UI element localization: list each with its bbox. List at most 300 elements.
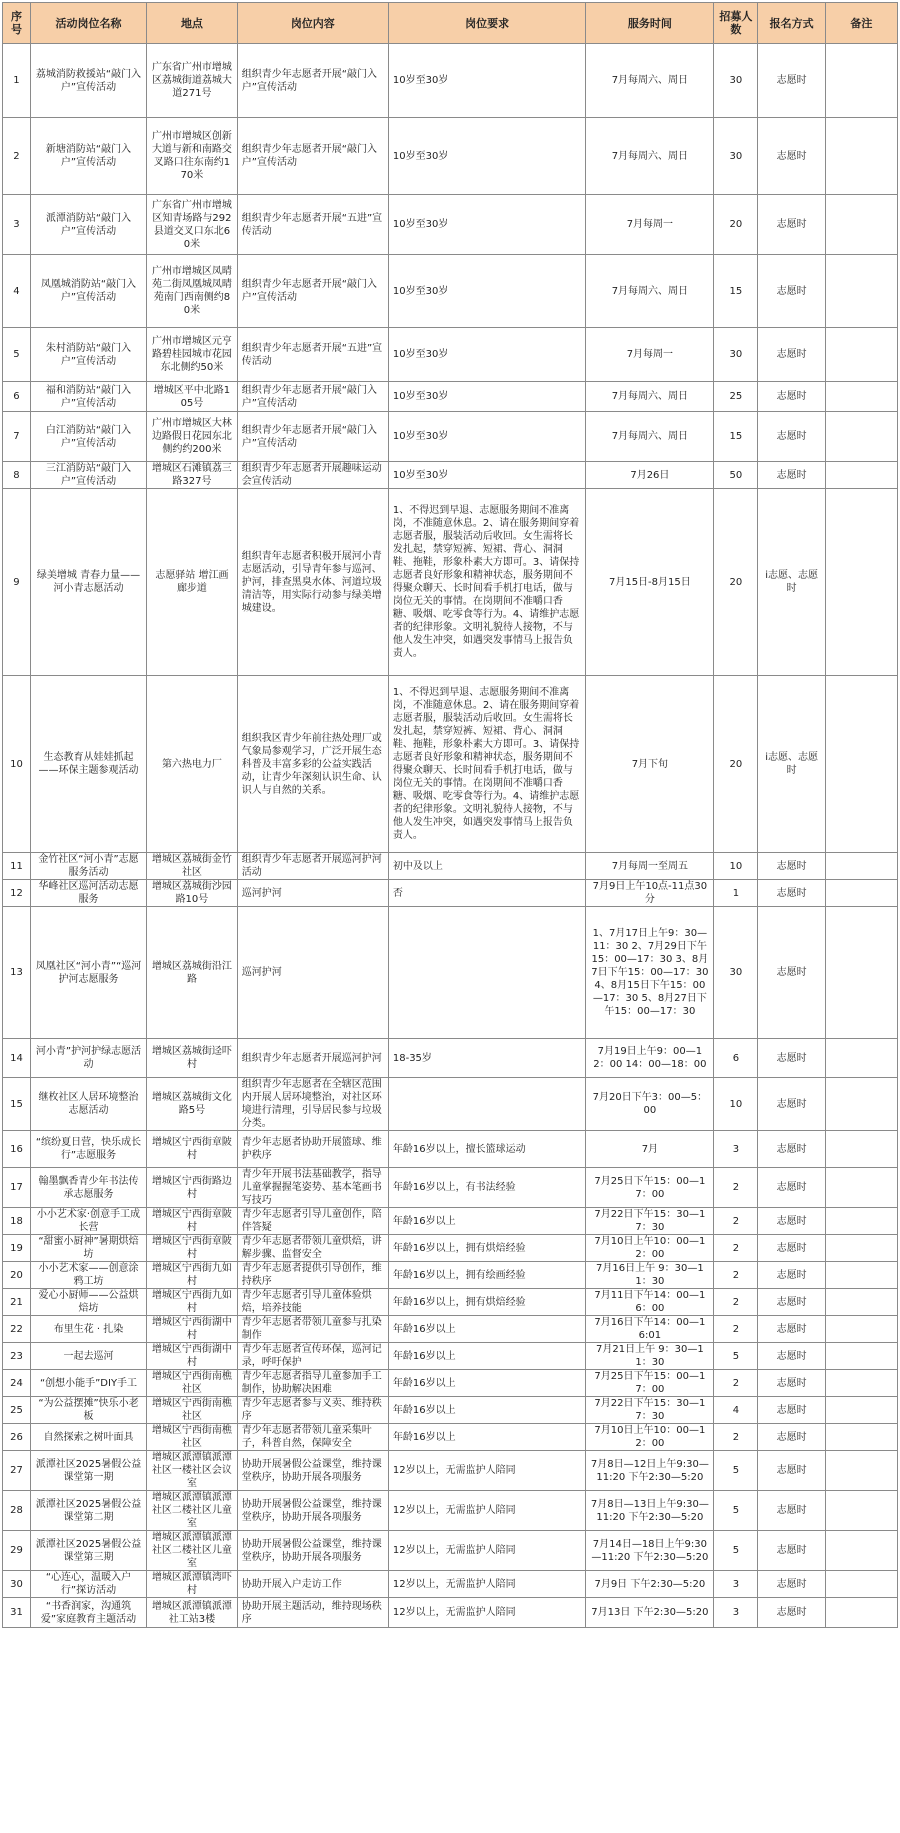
cell-time: 7月每周六、周日 xyxy=(586,382,714,412)
cell-signup: 志愿时 xyxy=(758,1289,825,1316)
cell-recruit: 5 xyxy=(714,1491,758,1531)
cell-content: 组织青少年志愿者开展趣味运动会宣传活动 xyxy=(237,462,388,489)
cell-signup: 志愿时 xyxy=(758,1039,825,1078)
cell-no: 2 xyxy=(3,118,31,195)
cell-signup: 志愿时 xyxy=(758,1531,825,1571)
cell-recruit: 5 xyxy=(714,1343,758,1370)
cell-content: 协助开展主题活动，维持现场秩序 xyxy=(237,1598,388,1628)
cell-location: 增城区宁西街章陂村 xyxy=(147,1131,238,1168)
cell-recruit: 1 xyxy=(714,880,758,907)
table-row xyxy=(3,1598,898,1628)
table-row xyxy=(3,1571,898,1598)
cell-name: 凤凰城消防站“敲门入户”宣传活动 xyxy=(30,255,146,328)
cell-recruit: 10 xyxy=(714,853,758,880)
cell-recruit: 2 xyxy=(714,1370,758,1397)
cell-content: 组织青少年志愿者开展“敲门入户”宣传活动 xyxy=(237,44,388,118)
cell-no: 8 xyxy=(3,462,31,489)
cell-name: “缤纷夏日营，快乐成长行”志愿服务 xyxy=(30,1131,146,1168)
cell-recruit: 10 xyxy=(714,1078,758,1131)
cell-time: 7月9日 下午2:30—5:20 xyxy=(586,1571,714,1598)
cell-requirement: 12岁以上，无需监护人陪同 xyxy=(388,1571,586,1598)
cell-time: 7月21日上午 9：30—11：30 xyxy=(586,1343,714,1370)
table-row xyxy=(3,489,898,676)
header-requirement: 岗位要求 xyxy=(388,3,586,44)
cell-note xyxy=(825,1039,897,1078)
cell-requirement: 年龄16岁以上 xyxy=(388,1343,586,1370)
cell-location: 增城区平中北路105号 xyxy=(147,382,238,412)
cell-content: 组织青少年志愿者开展“敲门入户”宣传活动 xyxy=(237,255,388,328)
cell-name: 华峰社区巡河活动志愿服务 xyxy=(30,880,146,907)
cell-content: 青少年志愿者参与义卖、维持秩序 xyxy=(237,1397,388,1424)
cell-requirement: 1、不得迟到早退、志愿服务期间不准离岗，不准随意休息。2、请在服务期间穿着志愿者服，服装活动后收回。女生需将长发扎起，禁穿短裤、短裙、背心、洞洞鞋、拖鞋，形象朴素大方即可。3、请保持志愿者良好形象和精神状态，服务期间不得聚众聊天、长时间看手机打电话，做与岗位无关的事情。在岗期间不准嚼口香糖、吸烟、吃零食等行为。4、请维护志愿者的纪律形象。文明礼貌待人接物，不与他人发生冲突，如遇突发事情马上报告负责人。 xyxy=(388,489,586,676)
cell-recruit: 2 xyxy=(714,1208,758,1235)
cell-note xyxy=(825,1316,897,1343)
cell-time: 7月16日上午 9：30—11：30 xyxy=(586,1262,714,1289)
cell-content: 组织青少年志愿者开展“敲门入户”宣传活动 xyxy=(237,412,388,462)
cell-signup: 志愿时 xyxy=(758,195,825,255)
table-row xyxy=(3,382,898,412)
cell-content: 巡河护河 xyxy=(237,880,388,907)
cell-signup: 志愿时 xyxy=(758,1078,825,1131)
cell-name: 生态教育从娃娃抓起——环保主题参观活动 xyxy=(30,676,146,853)
cell-location: 增城区宁西街湖中村 xyxy=(147,1343,238,1370)
table-row xyxy=(3,1491,898,1531)
cell-content: 组织青少年志愿者开展巡河护河 xyxy=(237,1039,388,1078)
cell-recruit: 30 xyxy=(714,907,758,1039)
cell-recruit: 2 xyxy=(714,1289,758,1316)
cell-name: 小小艺术家·创意手工成长营 xyxy=(30,1208,146,1235)
cell-time: 7月每周六、周日 xyxy=(586,118,714,195)
cell-time: 7月26日 xyxy=(586,462,714,489)
cell-no: 27 xyxy=(3,1451,31,1491)
cell-requirement: 年龄16岁以上，拥有绘画经验 xyxy=(388,1262,586,1289)
cell-no: 10 xyxy=(3,676,31,853)
cell-location: 增城区宁西街九如村 xyxy=(147,1289,238,1316)
cell-requirement: 年龄16岁以上，拥有烘焙经验 xyxy=(388,1235,586,1262)
cell-signup: 志愿时 xyxy=(758,1235,825,1262)
cell-location: 广州市增城区创新大道与新和南路交叉路口往东南约170米 xyxy=(147,118,238,195)
cell-location: 广州市增城区元亨路碧桂园城市花园东北侧约50米 xyxy=(147,328,238,382)
cell-content: 组织青少年志愿者在全辖区范围内开展人居环境整治，对社区环境进行清理，引导居民参与垃圾分类。 xyxy=(237,1078,388,1131)
cell-no: 4 xyxy=(3,255,31,328)
cell-time: 7月20日下午3：00—5：00 xyxy=(586,1078,714,1131)
table-row xyxy=(3,1370,898,1397)
cell-location: 增城区派潭镇派潭社区二楼社区儿童室 xyxy=(147,1531,238,1571)
table-row xyxy=(3,255,898,328)
cell-note xyxy=(825,1078,897,1131)
cell-location: 增城区宁西街南樵社区 xyxy=(147,1370,238,1397)
cell-note xyxy=(825,1208,897,1235)
cell-content: 组织我区青少年前往热处理厂或气象局参观学习，广泛开展生态科普及丰富多彩的公益实践活动，让青少年深刻认识生命、认识人与自然的关系。 xyxy=(237,676,388,853)
cell-location: 广东省广州市增城区荔城街道荔城大道271号 xyxy=(147,44,238,118)
cell-location: 广州市增城区大林边路假日花园东北侧约约200米 xyxy=(147,412,238,462)
cell-name: 小小艺术家——创意涂鸦工坊 xyxy=(30,1262,146,1289)
cell-time: 7月11日下午14：00—16：00 xyxy=(586,1289,714,1316)
cell-signup: 志愿时 xyxy=(758,1571,825,1598)
cell-name: 派潭消防站“敲门入户”宣传活动 xyxy=(30,195,146,255)
cell-location: 增城区派潭镇湾吓村 xyxy=(147,1571,238,1598)
cell-signup: 志愿时 xyxy=(758,118,825,195)
header-location: 地点 xyxy=(147,3,238,44)
cell-note xyxy=(825,1262,897,1289)
table-row xyxy=(3,1208,898,1235)
cell-recruit: 15 xyxy=(714,412,758,462)
cell-content: 青少年志愿者带领儿童参与扎染制作 xyxy=(237,1316,388,1343)
cell-recruit: 30 xyxy=(714,44,758,118)
cell-signup: 志愿时 xyxy=(758,462,825,489)
cell-signup: 志愿时 xyxy=(758,328,825,382)
cell-location: 广东省广州市增城区知青场路与292县道交叉口东北60米 xyxy=(147,195,238,255)
cell-note xyxy=(825,1598,897,1628)
cell-name: 派潭社区2025暑假公益课堂第三期 xyxy=(30,1531,146,1571)
cell-signup: 志愿时 xyxy=(758,382,825,412)
cell-requirement: 否 xyxy=(388,880,586,907)
cell-no: 21 xyxy=(3,1289,31,1316)
cell-requirement: 年龄16岁以上 xyxy=(388,1316,586,1343)
cell-time: 7月22日下午15：30—17：30 xyxy=(586,1397,714,1424)
table-row xyxy=(3,1289,898,1316)
cell-note xyxy=(825,1451,897,1491)
cell-note xyxy=(825,1343,897,1370)
cell-requirement: 10岁至30岁 xyxy=(388,462,586,489)
cell-location: 增城区石滩镇荔三路327号 xyxy=(147,462,238,489)
cell-signup: 志愿时 xyxy=(758,853,825,880)
cell-time: 7月每周六、周日 xyxy=(586,255,714,328)
header-name: 活动岗位名称 xyxy=(30,3,146,44)
cell-name: 派潭社区2025暑假公益课堂第一期 xyxy=(30,1451,146,1491)
cell-no: 28 xyxy=(3,1491,31,1531)
cell-location: 增城区宁西街章陂村 xyxy=(147,1208,238,1235)
cell-location: 增城区荔城街沿江路 xyxy=(147,907,238,1039)
table-row xyxy=(3,412,898,462)
header-signup: 报名方式 xyxy=(758,3,825,44)
cell-requirement: 1、不得迟到早退、志愿服务期间不准离岗，不准随意休息。2、请在服务期间穿着志愿者服，服装活动后收回。女生需将长发扎起，禁穿短裤、短裙、背心、洞洞鞋、拖鞋，形象朴素大方即可。3、请保持志愿者良好形象和精神状态，服务期间不得聚众聊天、长时间看手机打电话，做与岗位无关的事情。在岗期间不准嚼口香糖、吸烟、吃零食等行为。4、请维护志愿者的纪律形象。文明礼貌待人接物，不与他人发生冲突，如遇突发事情马上报告负责人。 xyxy=(388,676,586,853)
cell-signup: 志愿时 xyxy=(758,1370,825,1397)
cell-time: 7月8日—13日上午9:30—11:20 下午2:30—5:20 xyxy=(586,1491,714,1531)
cell-location: 增城区宁西街路边村 xyxy=(147,1168,238,1208)
cell-location: 增城区荔城街迳吓村 xyxy=(147,1039,238,1078)
cell-name: “甜蜜小厨神”暑期烘焙坊 xyxy=(30,1235,146,1262)
cell-recruit: 6 xyxy=(714,1039,758,1078)
cell-location: 增城区宁西街南樵社区 xyxy=(147,1397,238,1424)
cell-recruit: 3 xyxy=(714,1571,758,1598)
cell-time: 7月25日下午15：00—17：00 xyxy=(586,1168,714,1208)
table-row xyxy=(3,1131,898,1168)
cell-time: 7月13日 下午2:30—5:20 xyxy=(586,1598,714,1628)
cell-time: 7月每周六、周日 xyxy=(586,412,714,462)
table-row xyxy=(3,1262,898,1289)
cell-content: 组织青少年志愿者开展“敲门入户”宣传活动 xyxy=(237,118,388,195)
cell-name: 自然探索之树叶面具 xyxy=(30,1424,146,1451)
cell-note xyxy=(825,1131,897,1168)
cell-content: 组织青少年志愿者开展“五进”宣传活动 xyxy=(237,195,388,255)
cell-location: 增城区派潭镇派潭社区一楼社区会议室 xyxy=(147,1451,238,1491)
cell-signup: 志愿时 xyxy=(758,1451,825,1491)
cell-location: 增城区宁西街九如村 xyxy=(147,1262,238,1289)
cell-requirement: 12岁以上，无需监护人陪同 xyxy=(388,1531,586,1571)
cell-time: 7月每周一 xyxy=(586,195,714,255)
cell-note xyxy=(825,255,897,328)
cell-name: “书香润家，沟通筑爱”家庭教育主题活动 xyxy=(30,1598,146,1628)
cell-no: 29 xyxy=(3,1531,31,1571)
cell-no: 18 xyxy=(3,1208,31,1235)
cell-signup: 志愿时 xyxy=(758,1491,825,1531)
header-recruit: 招募人数 xyxy=(714,3,758,44)
cell-no: 31 xyxy=(3,1598,31,1628)
cell-time: 7月8日—12日上午9:30—11:20 下午2:30—5:20 xyxy=(586,1451,714,1491)
cell-requirement: 年龄16岁以上，擅长篮球运动 xyxy=(388,1131,586,1168)
cell-signup: 志愿时 xyxy=(758,255,825,328)
table-row xyxy=(3,1316,898,1343)
cell-signup: 志愿时 xyxy=(758,44,825,118)
cell-location: 增城区荔城街沙园路10号 xyxy=(147,880,238,907)
cell-recruit: 3 xyxy=(714,1131,758,1168)
cell-no: 15 xyxy=(3,1078,31,1131)
cell-content: 组织青少年志愿者开展“敲门入户”宣传活动 xyxy=(237,382,388,412)
cell-requirement: 10岁至30岁 xyxy=(388,118,586,195)
cell-requirement: 年龄16岁以上 xyxy=(388,1397,586,1424)
cell-content: 青少年志愿者带领儿童烘焙，讲解步骤、监督安全 xyxy=(237,1235,388,1262)
cell-recruit: 5 xyxy=(714,1531,758,1571)
table-row xyxy=(3,1424,898,1451)
cell-signup: 志愿时 xyxy=(758,1131,825,1168)
cell-note xyxy=(825,44,897,118)
cell-note xyxy=(825,118,897,195)
cell-recruit: 20 xyxy=(714,489,758,676)
cell-content: 组织青少年志愿者开展“五进”宣传活动 xyxy=(237,328,388,382)
cell-name: 爱心小厨师——公益烘焙坊 xyxy=(30,1289,146,1316)
table-row xyxy=(3,118,898,195)
cell-name: 白江消防站“敲门入户”宣传活动 xyxy=(30,412,146,462)
header-note: 备注 xyxy=(825,3,897,44)
cell-note xyxy=(825,1235,897,1262)
cell-recruit: 20 xyxy=(714,195,758,255)
cell-content: 协助开展入户走访工作 xyxy=(237,1571,388,1598)
cell-signup: 志愿时 xyxy=(758,880,825,907)
cell-name: 朱村消防站“敲门入户”宣传活动 xyxy=(30,328,146,382)
cell-requirement: 10岁至30岁 xyxy=(388,195,586,255)
cell-note xyxy=(825,382,897,412)
cell-requirement: 年龄16岁以上，有书法经验 xyxy=(388,1168,586,1208)
cell-note xyxy=(825,1424,897,1451)
cell-requirement xyxy=(388,1078,586,1131)
table-row xyxy=(3,1451,898,1491)
cell-content: 巡河护河 xyxy=(237,907,388,1039)
cell-content: 青少年志愿者引导儿童创作，陪伴答疑 xyxy=(237,1208,388,1235)
cell-name: 三江消防站“敲门入户”宣传活动 xyxy=(30,462,146,489)
cell-requirement: 10岁至30岁 xyxy=(388,328,586,382)
cell-name: 翰墨飘香青少年书法传承志愿服务 xyxy=(30,1168,146,1208)
cell-recruit: 2 xyxy=(714,1235,758,1262)
cell-note xyxy=(825,1491,897,1531)
cell-note xyxy=(825,328,897,382)
cell-content: 组织青年志愿者积极开展河小青志愿活动，引导青年参与巡河、护河，排查黑臭水体、河道垃圾清洁等，用实际行动参与绿美增城建设。 xyxy=(237,489,388,676)
cell-name: 荔城消防救援站“敲门入户”宣传活动 xyxy=(30,44,146,118)
table-body xyxy=(3,44,898,1628)
cell-signup: 志愿时 xyxy=(758,1598,825,1628)
cell-location: 增城区宁西街湖中村 xyxy=(147,1316,238,1343)
cell-name: 布里生花 · 扎染 xyxy=(30,1316,146,1343)
cell-time: 7月19日上午9：00—12：00 14：00—18：00 xyxy=(586,1039,714,1078)
cell-time: 7月14日—18日上午9:30—11:20 下午2:30—5:20 xyxy=(586,1531,714,1571)
cell-time: 7月25日下午15：00—17：00 xyxy=(586,1370,714,1397)
cell-recruit: 5 xyxy=(714,1451,758,1491)
cell-no: 12 xyxy=(3,880,31,907)
cell-recruit: 25 xyxy=(714,382,758,412)
cell-time: 7月15日-8月15日 xyxy=(586,489,714,676)
cell-note xyxy=(825,907,897,1039)
cell-note xyxy=(825,1397,897,1424)
cell-recruit: 2 xyxy=(714,1316,758,1343)
cell-note xyxy=(825,1531,897,1571)
cell-recruit: 3 xyxy=(714,1598,758,1628)
cell-no: 1 xyxy=(3,44,31,118)
cell-signup: 志愿时 xyxy=(758,1397,825,1424)
table-row xyxy=(3,1235,898,1262)
cell-signup: 志愿时 xyxy=(758,1168,825,1208)
cell-content: 协助开展暑假公益课堂，维持课堂秩序，协助开展各项服务 xyxy=(237,1491,388,1531)
cell-requirement: 年龄16岁以上 xyxy=(388,1208,586,1235)
cell-name: 继枚社区人居环境整治志愿活动 xyxy=(30,1078,146,1131)
cell-time: 7月每周一 xyxy=(586,328,714,382)
cell-requirement xyxy=(388,907,586,1039)
cell-recruit: 2 xyxy=(714,1424,758,1451)
cell-name: 凤凰社区“河小青”“巡河护河志愿服务 xyxy=(30,907,146,1039)
table-row xyxy=(3,880,898,907)
cell-no: 20 xyxy=(3,1262,31,1289)
cell-time: 7月每周六、周日 xyxy=(586,44,714,118)
cell-no: 14 xyxy=(3,1039,31,1078)
cell-content: 协助开展暑假公益课堂，维持课堂秩序，协助开展各项服务 xyxy=(237,1531,388,1571)
cell-note xyxy=(825,853,897,880)
cell-recruit: 4 xyxy=(714,1397,758,1424)
table-row xyxy=(3,907,898,1039)
cell-location: 增城区荔城街文化路5号 xyxy=(147,1078,238,1131)
cell-time: 7月9日上午10点-11点30分 xyxy=(586,880,714,907)
cell-name: “心连心，温暖入户行”探访活动 xyxy=(30,1571,146,1598)
cell-requirement: 年龄16岁以上 xyxy=(388,1370,586,1397)
cell-signup: 志愿时 xyxy=(758,1208,825,1235)
cell-no: 19 xyxy=(3,1235,31,1262)
cell-location: 增城区派潭镇派潭社工站3楼 xyxy=(147,1598,238,1628)
table-header-row xyxy=(3,3,898,44)
cell-location: 志愿驿站 增江画廊步道 xyxy=(147,489,238,676)
cell-name: 一起去巡河 xyxy=(30,1343,146,1370)
cell-no: 11 xyxy=(3,853,31,880)
cell-no: 17 xyxy=(3,1168,31,1208)
cell-time: 7月每周一至周五 xyxy=(586,853,714,880)
table-row xyxy=(3,1343,898,1370)
cell-no: 3 xyxy=(3,195,31,255)
cell-note xyxy=(825,1370,897,1397)
cell-location: 增城区荔城街金竹社区 xyxy=(147,853,238,880)
table-row xyxy=(3,1039,898,1078)
cell-content: 组织青少年志愿者开展巡河护河活动 xyxy=(237,853,388,880)
cell-no: 5 xyxy=(3,328,31,382)
cell-requirement: 12岁以上，无需监护人陪同 xyxy=(388,1451,586,1491)
cell-note xyxy=(825,462,897,489)
table-row xyxy=(3,1531,898,1571)
cell-no: 30 xyxy=(3,1571,31,1598)
cell-content: 协助开展暑假公益课堂，维持课堂秩序，协助开展各项服务 xyxy=(237,1451,388,1491)
cell-content: 青少年志愿者带领儿童采集叶子，科普自然，保障安全 xyxy=(237,1424,388,1451)
cell-recruit: 2 xyxy=(714,1262,758,1289)
cell-no: 9 xyxy=(3,489,31,676)
cell-requirement: 年龄16岁以上，拥有烘焙经验 xyxy=(388,1289,586,1316)
cell-content: 青少年志愿者提供引导创作，维持秩序 xyxy=(237,1262,388,1289)
cell-name: “创想小能手”DIY手工 xyxy=(30,1370,146,1397)
cell-requirement: 12岁以上，无需监护人陪同 xyxy=(388,1491,586,1531)
cell-requirement: 初中及以上 xyxy=(388,853,586,880)
cell-time: 7月10日上午10：00—12：00 xyxy=(586,1424,714,1451)
cell-signup: i志愿、志愿时 xyxy=(758,676,825,853)
cell-name: 新塘消防站“敲门入户”宣传活动 xyxy=(30,118,146,195)
cell-location: 增城区派潭镇派潭社区二楼社区儿童室 xyxy=(147,1491,238,1531)
cell-requirement: 10岁至30岁 xyxy=(388,255,586,328)
cell-signup: 志愿时 xyxy=(758,1343,825,1370)
cell-recruit: 20 xyxy=(714,676,758,853)
cell-time: 7月10日上午10：00—12：00 xyxy=(586,1235,714,1262)
table-row xyxy=(3,328,898,382)
cell-note xyxy=(825,880,897,907)
cell-requirement: 12岁以上，无需监护人陪同 xyxy=(388,1598,586,1628)
cell-note xyxy=(825,1289,897,1316)
cell-content: 青少年志愿者协助开展篮球、维护秩序 xyxy=(237,1131,388,1168)
cell-name: 福和消防站“敲门入户”宣传活动 xyxy=(30,382,146,412)
cell-requirement: 10岁至30岁 xyxy=(388,412,586,462)
cell-recruit: 15 xyxy=(714,255,758,328)
table-row xyxy=(3,195,898,255)
cell-signup: 志愿时 xyxy=(758,907,825,1039)
cell-note xyxy=(825,195,897,255)
cell-signup: i志愿、志愿时 xyxy=(758,489,825,676)
cell-requirement: 年龄16岁以上 xyxy=(388,1424,586,1451)
cell-recruit: 2 xyxy=(714,1168,758,1208)
header-time: 服务时间 xyxy=(586,3,714,44)
cell-no: 7 xyxy=(3,412,31,462)
table-row xyxy=(3,853,898,880)
cell-note xyxy=(825,412,897,462)
cell-note xyxy=(825,1571,897,1598)
cell-content: 青少年志愿者指导儿童参加手工制作，协助解决困难 xyxy=(237,1370,388,1397)
cell-requirement: 10岁至30岁 xyxy=(388,44,586,118)
cell-time: 7月 xyxy=(586,1131,714,1168)
cell-name: 金竹社区“河小青”志愿服务活动 xyxy=(30,853,146,880)
cell-no: 23 xyxy=(3,1343,31,1370)
cell-note xyxy=(825,676,897,853)
cell-content: 青少年开展书法基础教学，指导儿童掌握握笔姿势、基本笔画书写技巧 xyxy=(237,1168,388,1208)
cell-requirement: 18-35岁 xyxy=(388,1039,586,1078)
cell-requirement: 10岁至30岁 xyxy=(388,382,586,412)
volunteer-positions-table xyxy=(2,2,898,1628)
cell-time: 7月22日下午15：30—17：30 xyxy=(586,1208,714,1235)
cell-name: 绿美增城 青春力量——河小青志愿活动 xyxy=(30,489,146,676)
cell-note xyxy=(825,489,897,676)
cell-signup: 志愿时 xyxy=(758,412,825,462)
cell-note xyxy=(825,1168,897,1208)
cell-location: 广州市增城区凤晴苑二街凤凰城凤晴苑南门西南侧约80米 xyxy=(147,255,238,328)
cell-no: 25 xyxy=(3,1397,31,1424)
cell-time: 7月16日下午14：00—16:01 xyxy=(586,1316,714,1343)
cell-recruit: 30 xyxy=(714,328,758,382)
cell-content: 青少年志愿者宣传环保，巡河记录，呼吁保护 xyxy=(237,1343,388,1370)
cell-location: 增城区宁西街章陂村 xyxy=(147,1235,238,1262)
cell-signup: 志愿时 xyxy=(758,1316,825,1343)
cell-signup: 志愿时 xyxy=(758,1424,825,1451)
table-row xyxy=(3,1078,898,1131)
cell-no: 26 xyxy=(3,1424,31,1451)
cell-content: 青少年志愿者引导儿童体验烘焙，培养技能 xyxy=(237,1289,388,1316)
